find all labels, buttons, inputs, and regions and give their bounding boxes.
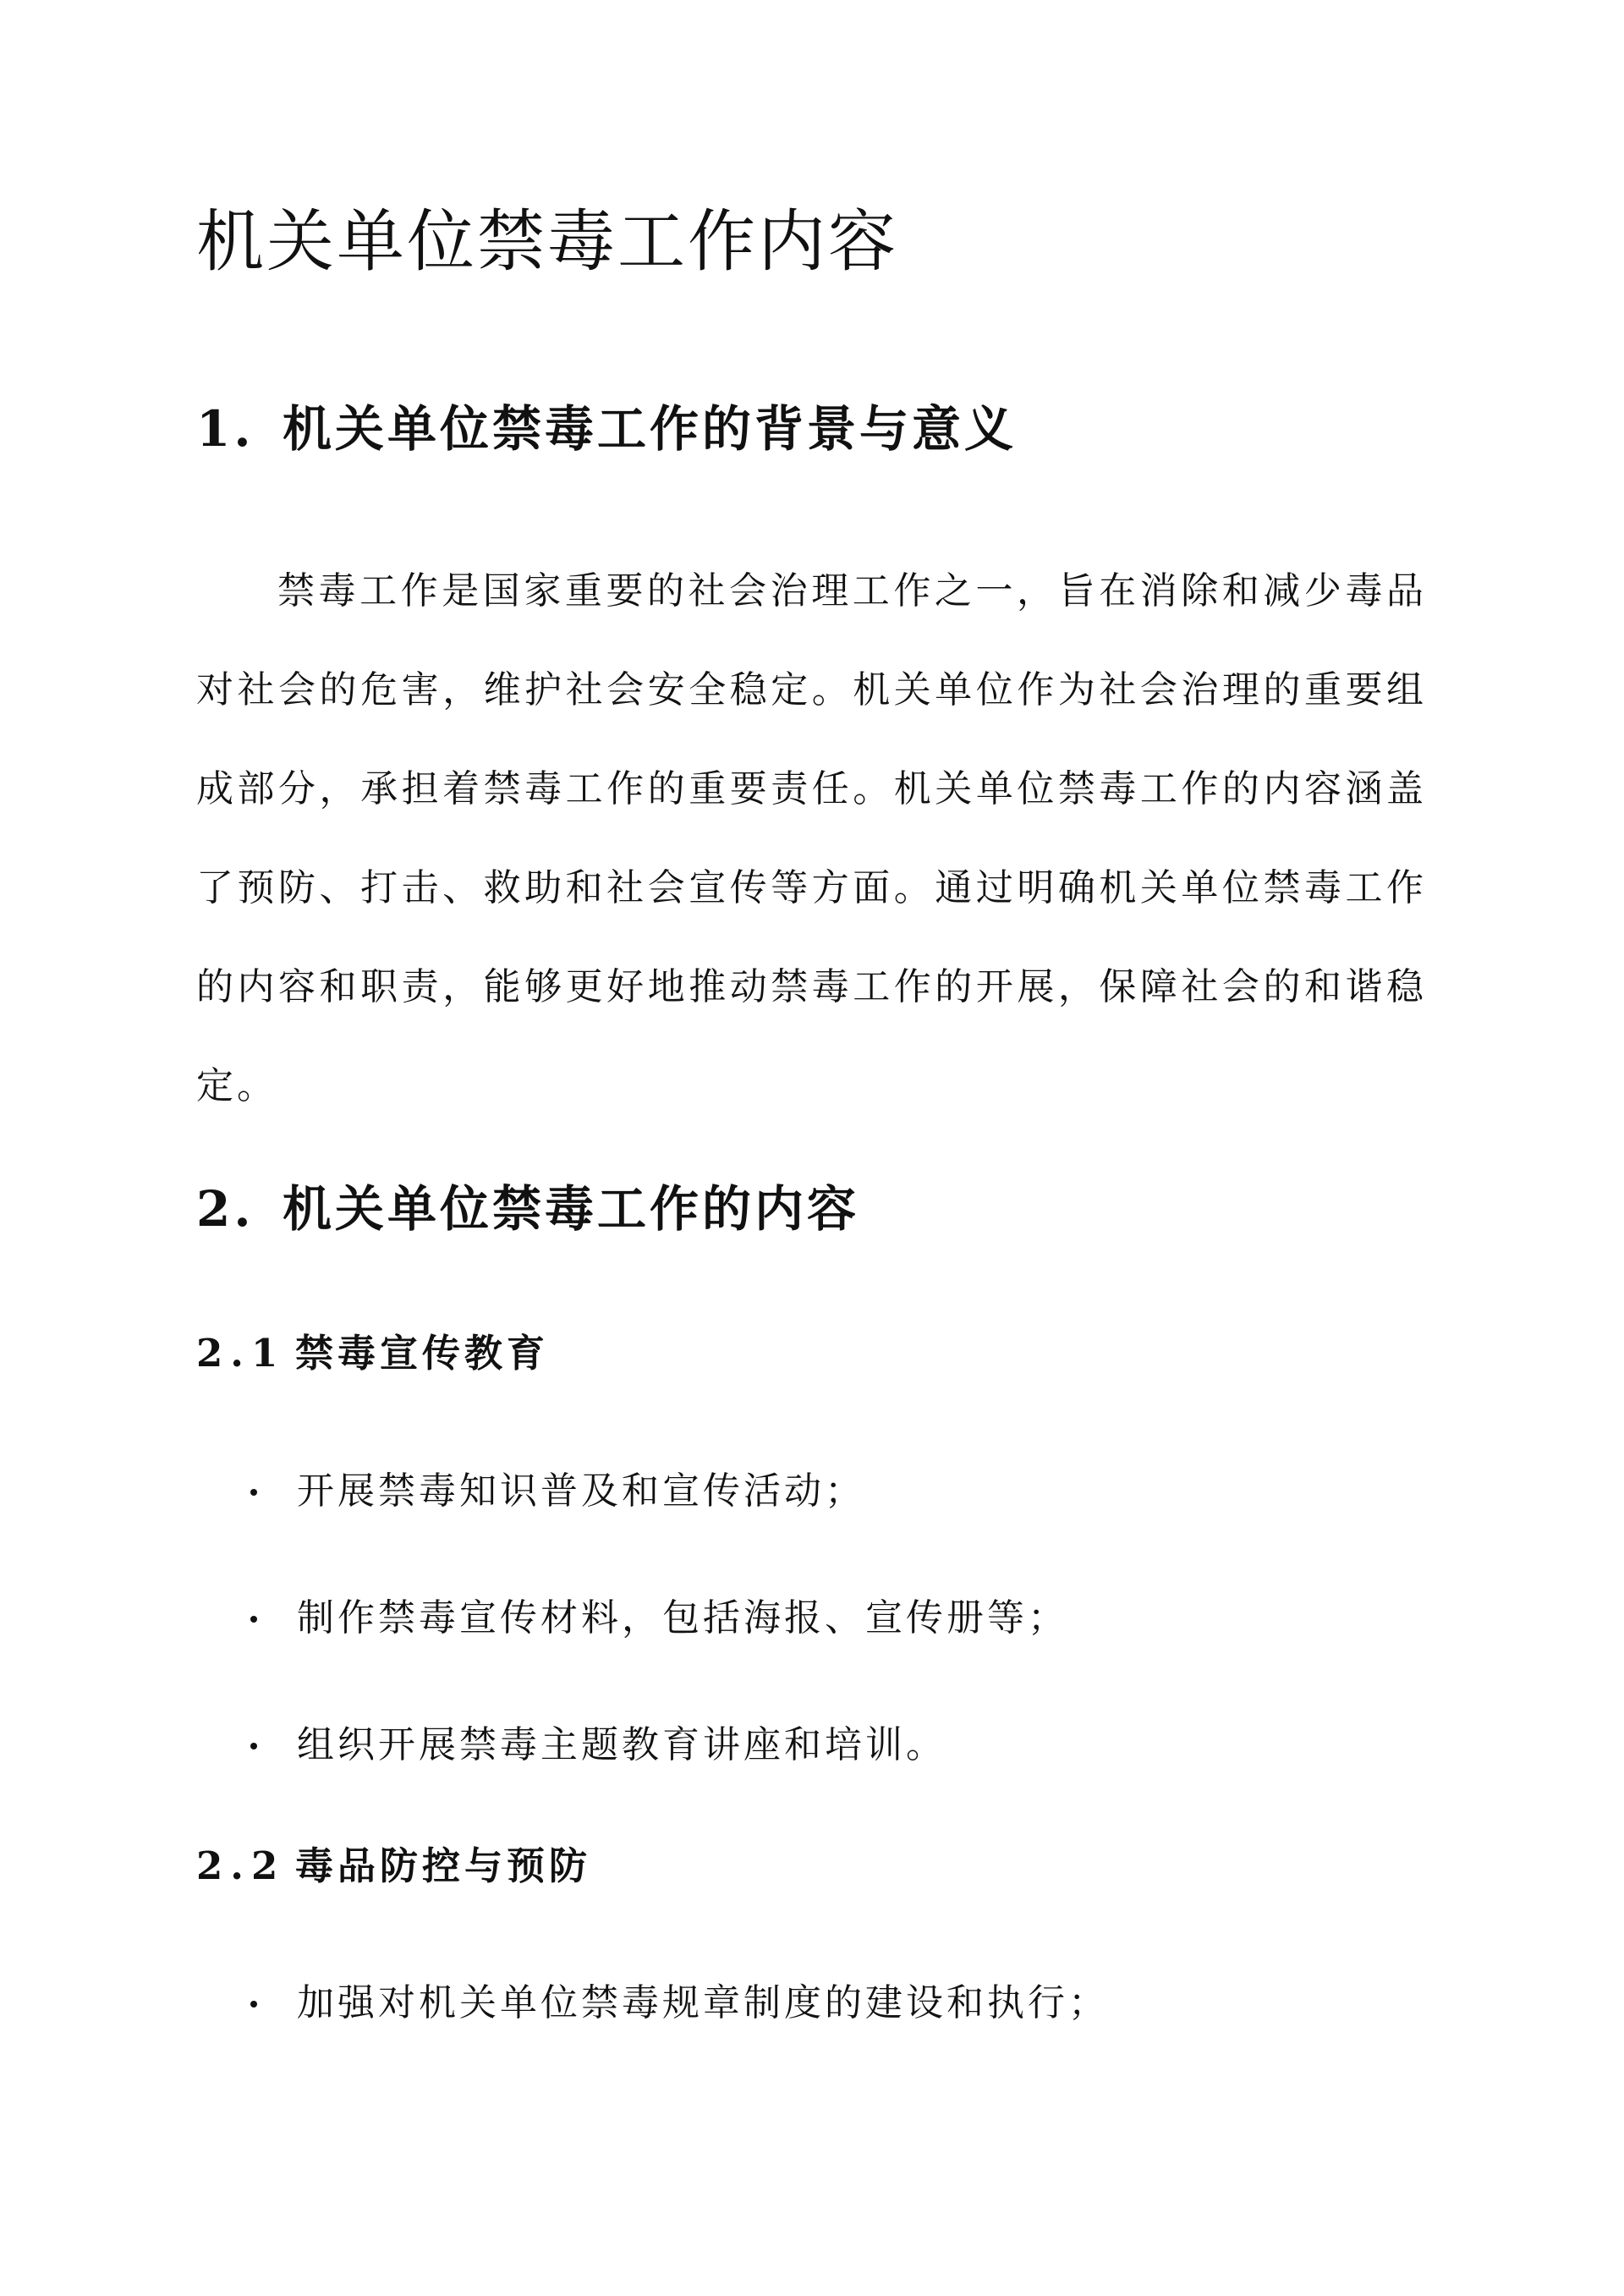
bullet-icon <box>250 2001 257 2008</box>
list-item <box>196 1462 1423 1589</box>
bullet-icon <box>250 1616 257 1623</box>
subsection-2-1-heading <box>196 1328 549 1379</box>
section-2-title: 机关单位禁毒工作的内容 <box>283 1180 860 1238</box>
subsection-2-1-title: 禁毒宣传教育 <box>295 1331 550 1376</box>
bullet-icon <box>250 1489 257 1496</box>
subsection-2-2-heading <box>196 1841 591 1892</box>
list-item <box>196 1974 1423 2101</box>
list-item-text: 制作禁毒宣传材料，包括海报、宣传册等； <box>297 1596 1068 1640</box>
propaganda-list <box>196 1462 1423 1843</box>
subsection-2-1-number: 2.1 <box>196 1331 286 1376</box>
document-title: 机关单位禁毒工作内容 <box>196 202 898 281</box>
list-item <box>196 1716 1423 1843</box>
section-1-title: 机关单位禁毒工作的背景与意义 <box>283 400 1018 458</box>
list-item-text: 组织开展禁毒主题教育讲座和培训。 <box>297 1723 946 1766</box>
background-paragraph: 禁毒工作是国家重要的社会治理工作之一，旨在消除和减少毒品对社会的危害，维护社会安全稳定。机关单位作为社会治理的重要组成部分，承担着禁毒工作的重要责任。机关单位禁毒工作的内容涵盖了预防、打击、救助和社会宣传等方面。通过明确机关单位禁毒工作的内容和职责，能够更好地推动禁毒工作的开展，保障社会的和谐稳定。 <box>196 569 1427 1107</box>
section-2-number: 2. <box>196 1180 255 1238</box>
subsection-2-2-title: 毒品防控与预防 <box>295 1843 592 1888</box>
list-item-text: 开展禁毒知识普及和宣传活动； <box>297 1469 865 1513</box>
list-item <box>196 1589 1423 1716</box>
list-item-text: 加强对机关单位禁毒规章制度的建设和执行； <box>297 1981 1109 2024</box>
section-2-heading <box>196 1179 859 1239</box>
section-1-heading <box>196 399 1017 459</box>
subsection-2-2-number: 2.2 <box>196 1843 286 1888</box>
prevention-list <box>196 1974 1423 2101</box>
bullet-icon <box>250 1743 257 1749</box>
section-1-number: 1. <box>196 400 255 458</box>
